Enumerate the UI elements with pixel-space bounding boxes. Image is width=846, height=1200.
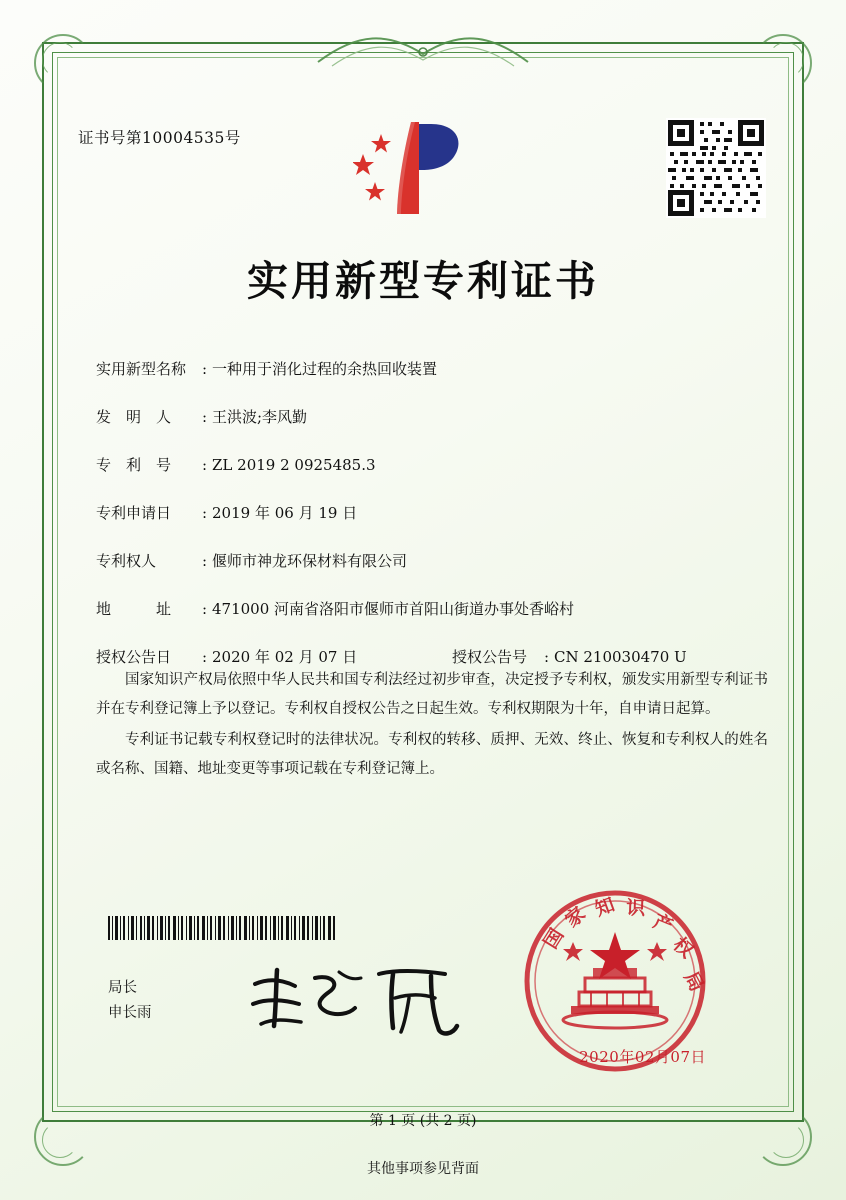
svg-text:家: 家 bbox=[561, 902, 590, 932]
corner-ornament-top-left bbox=[30, 30, 96, 96]
field-value: 王洪波;李风勤 bbox=[212, 408, 308, 426]
paragraph-1: 国家知识产权局依照中华人民共和国专利法经过初步审查，决定授予专利权，颁发实用新型专利证书并在专利登记簿上予以登记。专利权自授权公告之日起生效。专利权期限为十年，自申请日起算。 bbox=[96, 672, 768, 717]
certificate-content bbox=[78, 96, 768, 1076]
official-block bbox=[108, 976, 152, 1025]
field-row bbox=[96, 358, 768, 379]
field-value-grant-number: CN 210030470 U bbox=[554, 648, 687, 666]
field-label: 发 明 人 bbox=[96, 408, 172, 426]
field-row bbox=[96, 502, 768, 523]
paragraph-2: 专利证书记载专利权登记时的法律状况。专利权的转移、质押、无效、终止、恢复和专利权人的姓名或名称、国籍、地址变更等事项记载在专利登记簿上。 bbox=[96, 732, 768, 777]
field-value: 一种用于消化过程的余热回收装置 bbox=[212, 360, 438, 378]
svg-text:局: 局 bbox=[679, 968, 708, 996]
field-value: 471000 河南省洛阳市偃师市首阳山街道办事处香峪村 bbox=[212, 600, 575, 618]
certificate-number: 证书号第10004535号 bbox=[78, 129, 241, 147]
field-label: 地 址 bbox=[96, 600, 172, 618]
field-value: ZL 2019 2 0925485.3 bbox=[212, 456, 376, 474]
patent-office-emblem-icon bbox=[353, 118, 473, 218]
field-label: 专利申请日 bbox=[96, 504, 172, 522]
svg-text:识: 识 bbox=[625, 897, 646, 920]
field-row bbox=[96, 598, 768, 619]
top-center-ornament bbox=[308, 28, 538, 72]
field-colon: : bbox=[202, 504, 208, 522]
svg-text:知: 知 bbox=[592, 893, 618, 921]
field-label-grant-number: 授权公告号 bbox=[452, 648, 528, 666]
field-colon: : bbox=[202, 552, 208, 570]
field-label: 专 利 号 bbox=[96, 456, 172, 474]
field-label-grant-date: 授权公告日 bbox=[96, 648, 172, 666]
svg-text:权: 权 bbox=[668, 933, 698, 963]
page-number: 第 1 页 (共 2 页) bbox=[369, 1113, 477, 1129]
seal-date: 2020年02月07日 bbox=[579, 1048, 706, 1066]
field-row bbox=[96, 550, 768, 571]
field-row bbox=[96, 454, 768, 475]
field-value-grant-date: 2020 年 02 月 07 日 bbox=[212, 648, 358, 666]
field-colon: : bbox=[202, 456, 208, 474]
official-name: 申长雨 bbox=[108, 1004, 152, 1021]
field-row-grant bbox=[96, 646, 768, 667]
field-colon: : bbox=[202, 600, 208, 618]
footer-note: 其他事项参见背面 bbox=[367, 1161, 479, 1177]
corner-ornament-top-right bbox=[750, 30, 816, 96]
field-value: 2019 年 06 月 19 日 bbox=[212, 504, 358, 522]
field-value: 偃师市神龙环保材料有限公司 bbox=[212, 552, 408, 570]
barcode-icon bbox=[108, 916, 336, 940]
legal-text bbox=[96, 666, 768, 786]
field-colon: : bbox=[202, 648, 208, 666]
field-colon: : bbox=[202, 360, 208, 378]
page-title: 实用新型专利证书 bbox=[247, 257, 599, 305]
handwritten-signature bbox=[243, 964, 473, 1036]
field-row bbox=[96, 406, 768, 427]
qr-code-icon bbox=[666, 118, 766, 218]
field-list bbox=[96, 358, 768, 694]
field-label: 实用新型名称 bbox=[96, 360, 187, 378]
field-colon: : bbox=[202, 408, 208, 426]
svg-text:产: 产 bbox=[650, 910, 676, 938]
svg-text:国: 国 bbox=[539, 924, 569, 953]
field-label: 专利权人 bbox=[96, 552, 157, 570]
field-colon: : bbox=[544, 648, 550, 666]
official-title-label: 局长 bbox=[108, 980, 137, 996]
